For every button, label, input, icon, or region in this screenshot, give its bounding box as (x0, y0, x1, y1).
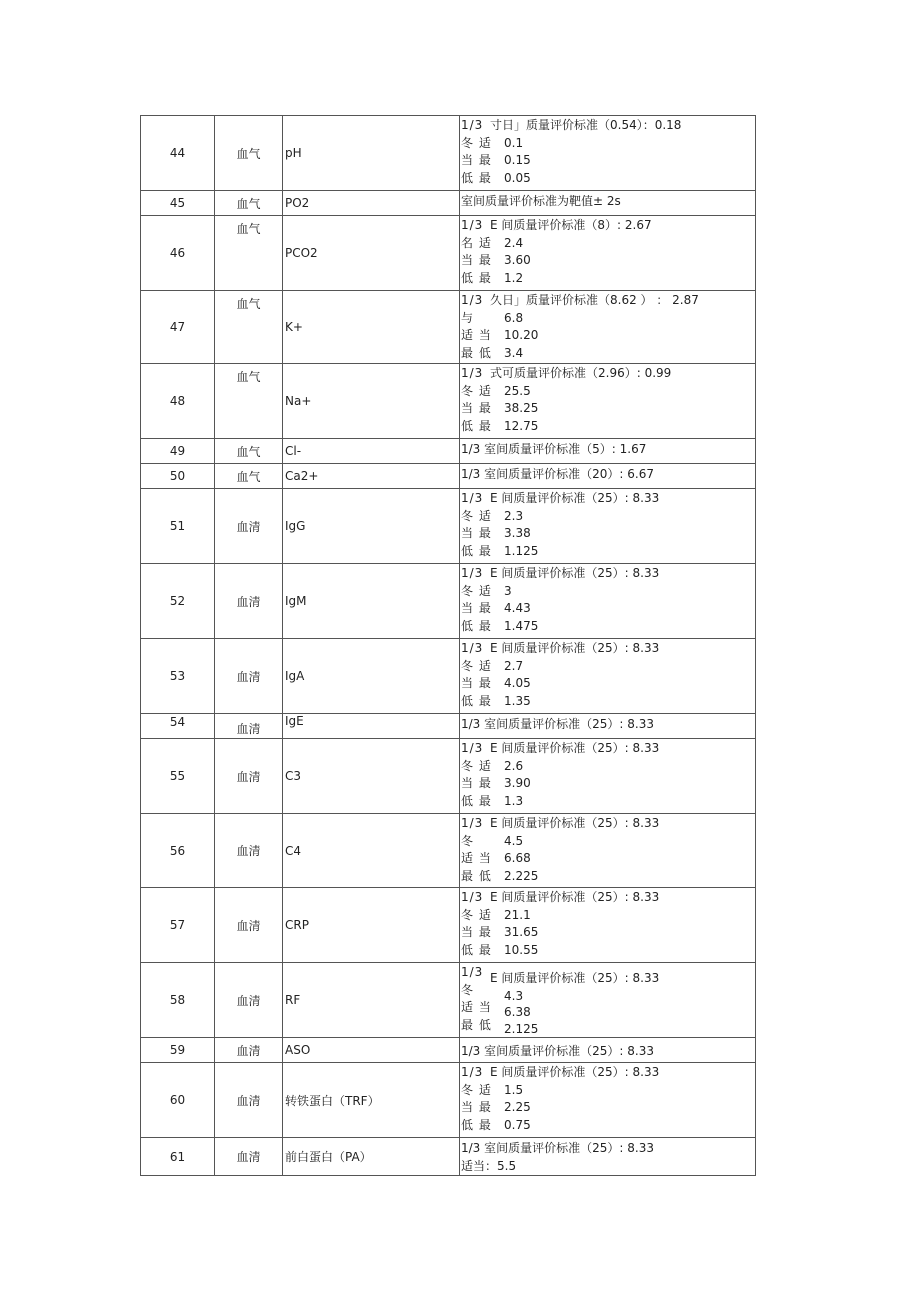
quality-standard (460, 489, 755, 563)
sample-type: 血气 (215, 191, 283, 215)
limit-label: 1/3 (461, 293, 484, 307)
limit-label: 冬 适 (461, 758, 492, 773)
limit-label: 冬 适 (461, 508, 492, 523)
limit-label: 冬 适 (461, 1082, 492, 1097)
sample-type: 血清 (215, 1038, 283, 1062)
limit-label: 1/3 (461, 890, 484, 904)
limit-values (490, 565, 755, 638)
standard-text: 1/3 室间质量评价标准（25）: 8.33 (461, 717, 654, 731)
sample-type: 血气 (215, 364, 283, 438)
table-row (140, 463, 756, 488)
table-row (140, 438, 756, 463)
row-number: 54 (141, 714, 215, 738)
test-item: IgM (283, 564, 460, 638)
limit-value: 4.43 (504, 601, 531, 616)
limit-value: 31.65 (504, 925, 539, 940)
limit-label: 1/3 (461, 366, 484, 380)
limit-label: 当 最 (461, 526, 492, 541)
limit-label: 最 低 (461, 345, 492, 360)
test-item: IgA (283, 639, 460, 713)
limit-label: 低 最 (461, 942, 492, 957)
sample-type: 血气 (215, 439, 283, 463)
row-number: 55 (141, 739, 215, 813)
table-row (140, 1037, 756, 1062)
standard-header: E 间质量评价标准（25）: 8.33 (490, 566, 660, 580)
limit-values (490, 490, 755, 563)
quality-standard (460, 888, 755, 962)
row-number: 45 (141, 191, 215, 215)
limit-label: 当 最 (461, 253, 492, 268)
test-item: RF (283, 963, 460, 1037)
sample-type: 血清 (215, 814, 283, 887)
standard-header: E 间质量评价标准（25）: 8.33 (490, 971, 660, 985)
table-row (140, 115, 756, 190)
limit-value: 21.1 (504, 907, 531, 922)
table-row (140, 962, 756, 1037)
test-item: 前白蛋白（PA） (283, 1138, 460, 1175)
quality-standard (460, 191, 755, 215)
limit-label: 适 当 (461, 328, 492, 343)
table-row (140, 363, 756, 438)
limit-label: 1/3 (461, 741, 484, 755)
limit-values (490, 964, 755, 1037)
limit-value: 6.8 (504, 310, 524, 325)
limit-value: 3.4 (504, 345, 524, 360)
standards-table (140, 115, 756, 1176)
quality-standard (460, 1138, 755, 1175)
sample-type: 血清 (215, 489, 283, 563)
test-item: PCO2 (283, 216, 460, 290)
limit-label: 冬 (461, 982, 475, 997)
limit-value: 0.05 (504, 170, 531, 185)
table-row (140, 563, 756, 638)
row-number: 59 (141, 1038, 215, 1062)
quality-standard (460, 439, 755, 463)
row-number: 50 (141, 464, 215, 488)
limit-label: 冬 (461, 833, 475, 848)
test-item: K+ (283, 291, 460, 363)
limit-labels (460, 490, 490, 563)
limit-labels (460, 117, 490, 190)
limit-value: 2.25 (504, 1100, 531, 1115)
limit-label: 低 最 (461, 543, 492, 558)
limit-label: 低 最 (461, 170, 492, 185)
limit-label: 低 最 (461, 1117, 492, 1132)
limit-label: 1/3 (461, 218, 484, 232)
row-number: 48 (141, 364, 215, 438)
limit-label: 冬 适 (461, 135, 492, 150)
limit-value: 0.15 (504, 153, 531, 168)
limit-value: 1.3 (504, 793, 524, 808)
quality-standard (460, 714, 755, 738)
limit-value: 10.20 (504, 328, 539, 343)
limit-labels (460, 815, 490, 887)
limit-labels (460, 217, 490, 290)
test-item: CRP (283, 888, 460, 962)
quality-standard (460, 1063, 755, 1137)
limit-value: 4.3 (504, 988, 524, 1003)
row-number: 47 (141, 291, 215, 363)
limit-value: 3.38 (504, 526, 531, 541)
limit-label: 当 最 (461, 401, 492, 416)
sample-type: 血清 (215, 639, 283, 713)
test-item: ASO (283, 1038, 460, 1062)
row-number: 51 (141, 489, 215, 563)
sample-type: 血清 (215, 739, 283, 813)
sample-type: 血清 (215, 1063, 283, 1137)
sample-type: 血清 (215, 963, 283, 1037)
sample-type: 血清 (215, 888, 283, 962)
limit-value: 3.60 (504, 253, 531, 268)
quality-standard (460, 291, 755, 363)
table-row (140, 738, 756, 813)
test-item: C4 (283, 814, 460, 887)
table-row (140, 638, 756, 713)
table-row (140, 1137, 756, 1176)
standard-header: E 间质量评价标准（8）: 2.67 (490, 218, 652, 232)
row-number: 58 (141, 963, 215, 1037)
standard-header: 寸日」质量评价标准（0.54）：0.18 (490, 118, 682, 132)
quality-standard (460, 564, 755, 638)
limit-labels (460, 740, 490, 813)
limit-label: 适 当 (461, 1000, 492, 1015)
limit-labels (460, 964, 490, 1037)
row-number: 44 (141, 116, 215, 190)
row-number: 61 (141, 1138, 215, 1175)
limit-label: 1/3 (461, 118, 484, 132)
table-row (140, 713, 756, 738)
limit-value: 10.55 (504, 942, 539, 957)
test-item: Cl- (283, 439, 460, 463)
quality-standard (460, 1038, 755, 1062)
limit-label: 冬 适 (461, 583, 492, 598)
quality-standard (460, 963, 755, 1037)
limit-label: 1/3 (461, 491, 484, 505)
row-number: 56 (141, 814, 215, 887)
limit-label: 当 最 (461, 776, 492, 791)
standard-header: E 间质量评价标准（25）: 8.33 (490, 491, 660, 505)
limit-label: 最 低 (461, 868, 492, 883)
sample-type: 血清 (215, 714, 283, 738)
limit-label: 低 最 (461, 793, 492, 808)
limit-value: 1.2 (504, 270, 524, 285)
standard-text: 1/3 室间质量评价标准（25）: 8.33 (461, 1044, 654, 1058)
limit-labels (460, 365, 490, 438)
limit-values (490, 740, 755, 813)
limit-value: 12.75 (504, 418, 539, 433)
limit-values (490, 815, 755, 887)
standard-text: 室间质量评价标准为靶值± 2s (461, 194, 621, 208)
row-number: 46 (141, 216, 215, 290)
limit-value: 2.225 (504, 868, 539, 883)
standard-header: 式可质量评价标准（2.96）: 0.99 (490, 366, 672, 380)
limit-values (490, 292, 755, 363)
standard-text: 1/3 室间质量评价标准（20）: 6.67 (461, 467, 654, 481)
limit-label: 当 最 (461, 1100, 492, 1115)
test-item: Na+ (283, 364, 460, 438)
row-number: 60 (141, 1063, 215, 1137)
limit-value: 0.1 (504, 135, 524, 150)
limit-label: 1/3 (461, 816, 484, 830)
limit-values (490, 117, 755, 190)
standard-header: 久日」质量评价标准（8.62 ） ： 2.87 (490, 293, 699, 307)
standard-header: E 间质量评价标准（25）: 8.33 (490, 641, 660, 655)
limit-value: 2.7 (504, 658, 524, 673)
standard-header: E 间质量评价标准（25）: 8.33 (490, 1065, 660, 1079)
limit-value: 4.5 (504, 833, 524, 848)
sample-type: 血气 (215, 116, 283, 190)
table-row (140, 190, 756, 215)
standard-header: E 间质量评价标准（25）: 8.33 (490, 816, 660, 830)
limit-label: 冬 适 (461, 907, 492, 922)
limit-labels (460, 889, 490, 962)
test-item: IgE (283, 714, 460, 738)
limit-label: 冬 适 (461, 383, 492, 398)
quality-standard (460, 639, 755, 713)
limit-value: 38.25 (504, 401, 539, 416)
limit-label: 1/3 (461, 1065, 484, 1079)
limit-label: 与 (461, 310, 475, 325)
table-row (140, 290, 756, 363)
limit-value: 25.5 (504, 383, 531, 398)
quality-standard (460, 814, 755, 887)
limit-value: 1.475 (504, 618, 539, 633)
limit-value: 4.05 (504, 676, 531, 691)
quality-standard (460, 364, 755, 438)
limit-labels (460, 640, 490, 713)
sample-type: 血清 (215, 1138, 283, 1175)
limit-values (490, 1064, 755, 1137)
table-row (140, 488, 756, 563)
limit-label: 冬 适 (461, 658, 492, 673)
limit-label: 当 最 (461, 153, 492, 168)
limit-label: 当 最 (461, 676, 492, 691)
standard-text: 1/3 室间质量评价标准（5）: 1.67 (461, 442, 647, 456)
test-item: C3 (283, 739, 460, 813)
table-row (140, 215, 756, 290)
limit-value: 1.35 (504, 693, 531, 708)
sample-type: 血清 (215, 564, 283, 638)
limit-values (490, 640, 755, 713)
test-item: PO2 (283, 191, 460, 215)
limit-value: 3.90 (504, 776, 531, 791)
quality-standard (460, 739, 755, 813)
limit-labels (460, 1064, 490, 1137)
limit-label: 当 最 (461, 601, 492, 616)
test-item: IgG (283, 489, 460, 563)
quality-standard (460, 216, 755, 290)
limit-label: 当 最 (461, 925, 492, 940)
table-row (140, 1062, 756, 1137)
limit-label: 名 适 (461, 235, 492, 250)
test-item: 转铁蛋白（TRF） (283, 1063, 460, 1137)
standard-text: 1/3 室间质量评价标准（25）: 8.33 (461, 1141, 654, 1155)
limit-label: 低 最 (461, 693, 492, 708)
limit-labels (460, 292, 490, 363)
test-item: pH (283, 116, 460, 190)
quality-standard (460, 116, 755, 190)
limit-value: 2.125 (504, 1021, 539, 1036)
test-item: Ca2+ (283, 464, 460, 488)
table-row (140, 813, 756, 887)
standard-header: E 间质量评价标准（25）: 8.33 (490, 741, 660, 755)
limit-value: 2.4 (504, 235, 524, 250)
limit-values (490, 889, 755, 962)
limit-label: 低 最 (461, 618, 492, 633)
sample-type: 血气 (215, 216, 283, 290)
limit-label: 适 当 (461, 851, 492, 866)
standard-subtext: 适当：5.5 (461, 1159, 517, 1173)
quality-standard (460, 464, 755, 488)
row-number: 57 (141, 888, 215, 962)
limit-value: 2.6 (504, 758, 524, 773)
limit-value: 6.38 (504, 1005, 531, 1020)
limit-label: 最 低 (461, 1017, 492, 1032)
limit-value: 6.68 (504, 851, 531, 866)
table-row (140, 887, 756, 962)
row-number: 49 (141, 439, 215, 463)
row-number: 53 (141, 639, 215, 713)
limit-value: 1.125 (504, 543, 539, 558)
limit-label: 1/3 (461, 641, 484, 655)
limit-value: 2.3 (504, 508, 524, 523)
limit-label: 1/3 (461, 965, 484, 979)
row-number: 52 (141, 564, 215, 638)
sample-type: 血气 (215, 464, 283, 488)
limit-label: 低 最 (461, 270, 492, 285)
limit-values (490, 217, 755, 290)
standard-header: E 间质量评价标准（25）: 8.33 (490, 890, 660, 904)
limit-values (490, 365, 755, 438)
sample-type: 血气 (215, 291, 283, 363)
limit-value: 0.75 (504, 1117, 531, 1132)
limit-value: 1.5 (504, 1082, 524, 1097)
limit-label: 1/3 (461, 566, 484, 580)
limit-label: 低 最 (461, 418, 492, 433)
limit-labels (460, 565, 490, 638)
limit-value: 3 (504, 583, 512, 598)
